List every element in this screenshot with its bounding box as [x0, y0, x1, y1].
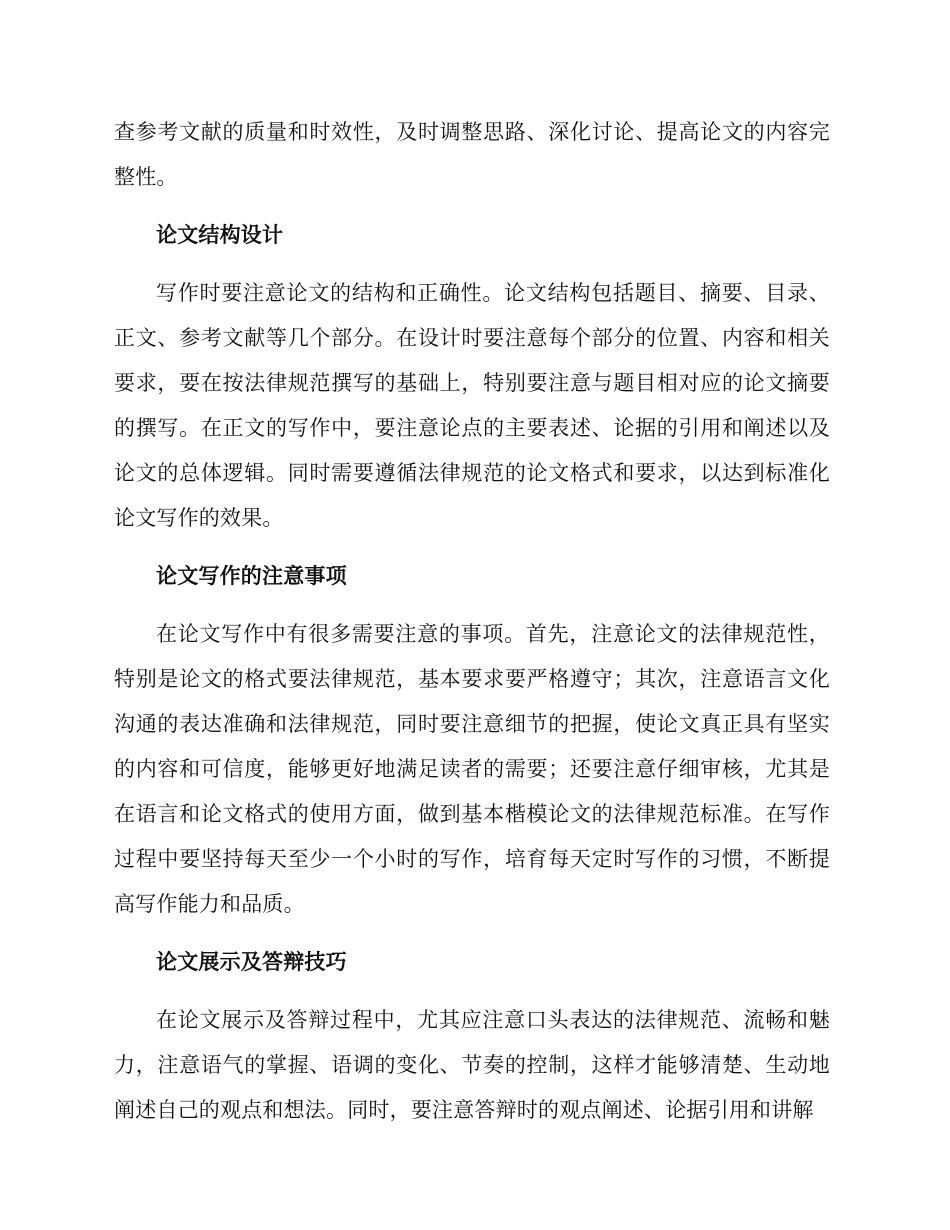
section-heading-defense-skills: 论文展示及答辩技巧: [156, 950, 347, 974]
section-heading-writing-notes: 论文写作的注意事项: [156, 564, 347, 588]
paragraph-structure-design: 写作时要注意论文的结构和正确性。论文结构包括题目、摘要、目录、正文、参考文献等几个部分。在设计时要注意每个部分的位置、内容和相关要求，要在按法律规范撰写的基础上，特别要注意与题目相对应的论文摘要的撰写。在正文的写作中，要注意论点的主要表述、论据的引用和阐述以及论文的总体逻辑。同时需要遵循法律规范的论文格式和要求，以达到标准化论文写作的效果。: [114, 281, 830, 530]
section-heading-structure-design: 论文结构设计: [156, 223, 284, 247]
paragraph-writing-notes: 在论文写作中有很多需要注意的事项。首先，注意论文的法律规范性，特别是论文的格式要法律规范，基本要求要严格遵守；其次，注意语言文化沟通的表达准确和法律规范，同时要注意细节的把握，使论文真正具有坚实的内容和可信度，能够更好地满足读者的需要；还要注意仔细审核，尤其是在语言和论文格式的使用方面，做到基本楷模论文的法律规范标准。在写作过程中要坚持每天至少一个小时的写作，培育每天定时写作的习惯，不断提高写作能力和品质。: [114, 622, 830, 916]
document-body: [114, 110, 830, 1146]
paragraph-defense-skills: 在论文展示及答辩过程中，尤其应注意口头表达的法律规范、流畅和魅力，注意语气的掌握、语调的变化、节奏的控制，这样才能够清楚、生动地阐述自己的观点和想法。同时，要注意答辩时的观点阐述、论据引用和讲解: [114, 1008, 830, 1122]
paragraph-continuation: 查参考文献的质量和时效性，及时调整思路、深化讨论、提高论文的内容完整性。: [114, 120, 830, 189]
